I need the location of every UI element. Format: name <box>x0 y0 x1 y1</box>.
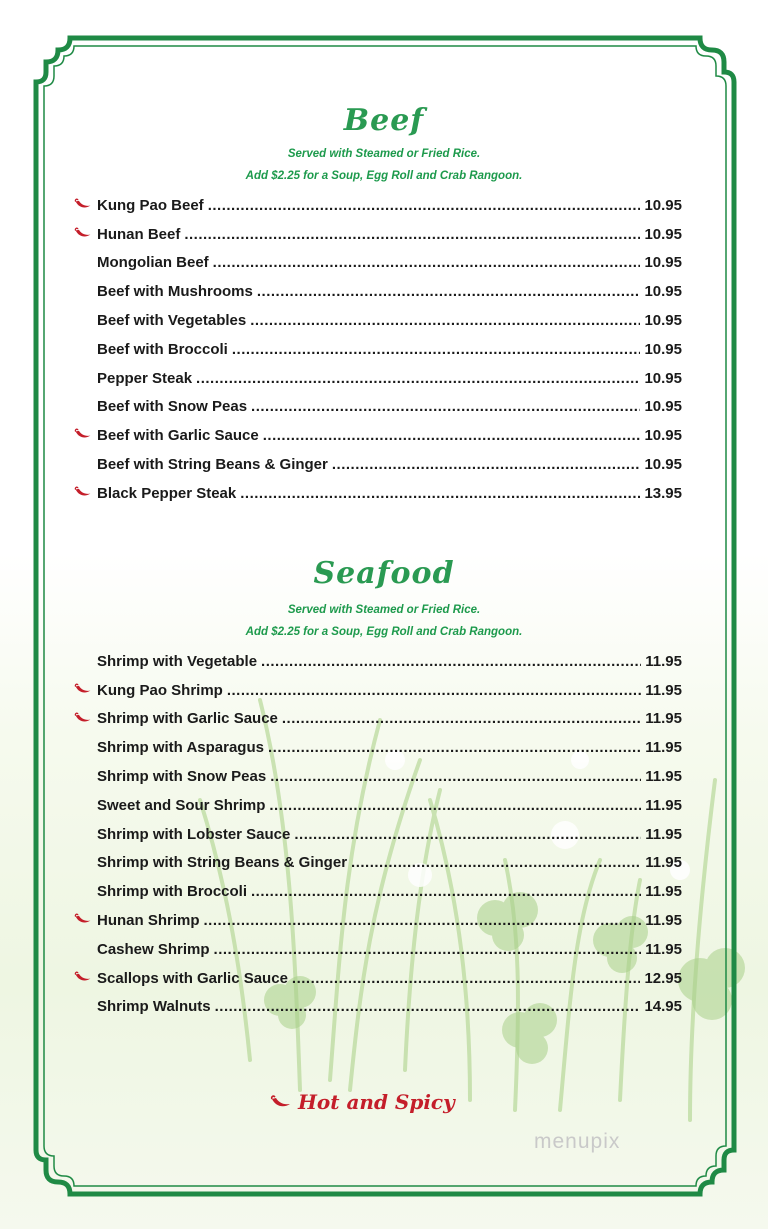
menu-item-name: Shrimp with Lobster Sauce <box>97 825 291 843</box>
menu-item <box>72 877 682 906</box>
menu-item-price: 11.95 <box>645 883 682 901</box>
menu-item-price: 10.95 <box>644 196 682 214</box>
menu-item-price: 10.95 <box>644 427 682 445</box>
chili-pepper-icon <box>74 913 92 925</box>
menu-item-name: Black Pepper Steak <box>97 484 237 502</box>
dot-leader <box>268 739 641 756</box>
menu-item-price: 11.95 <box>645 681 682 699</box>
menu-item-name: Pepper Steak <box>97 369 193 387</box>
menu-item-price: 11.95 <box>645 912 682 930</box>
menu-item-name: Shrimp with Snow Peas <box>97 768 267 786</box>
menu-item-name: Kung Pao Beef <box>97 196 204 214</box>
dot-leader <box>227 682 641 699</box>
chili-pepper-icon <box>270 1095 292 1109</box>
dot-leader <box>213 254 641 271</box>
seafood-subtitle-rice: Served with Steamed or Fried Rice. <box>287 604 481 616</box>
menu-item-name: Beef with Vegetables <box>97 312 247 330</box>
menu-item-price: 11.95 <box>645 796 682 814</box>
menu-item-price: 11.95 <box>645 940 682 958</box>
menu-item <box>72 964 682 993</box>
menu-item-price: 11.95 <box>645 768 682 786</box>
menu-item-price: 13.95 <box>644 484 682 502</box>
spicy-legend <box>270 1090 455 1114</box>
seafood-section-title: Seafood <box>313 556 455 591</box>
menu-item-price: 10.95 <box>644 283 682 301</box>
chili-pepper-icon <box>74 712 92 724</box>
menu-item <box>72 791 682 820</box>
dot-leader <box>261 653 641 670</box>
chili-pepper-icon <box>74 683 92 695</box>
menu-item-price: 11.95 <box>645 825 682 843</box>
menu-item-price: 12.95 <box>644 969 682 987</box>
dot-leader <box>332 456 641 473</box>
dot-leader <box>240 485 640 502</box>
menu-item-name: Shrimp with Broccoli <box>97 883 248 901</box>
menu-item-name: Beef with Garlic Sauce <box>97 427 259 445</box>
seafood-menu-list <box>72 647 682 1021</box>
menu-item-name: Cashew Shrimp <box>97 940 210 958</box>
menu-item-name: Beef with Broccoli <box>97 340 228 358</box>
menu-item-price: 10.95 <box>644 312 682 330</box>
dot-leader <box>196 370 640 387</box>
menu-item-price: 10.95 <box>644 225 682 243</box>
menu-item <box>72 421 682 450</box>
menu-item <box>72 393 682 422</box>
chili-pepper-icon <box>74 198 92 210</box>
menu-item-name: Mongolian Beef <box>97 254 209 272</box>
menu-item-price: 11.95 <box>645 652 682 670</box>
chili-pepper-icon <box>74 428 92 440</box>
menu-item <box>72 249 682 278</box>
menu-item-price: 14.95 <box>644 998 682 1016</box>
menu-item-name: Beef with String Beans & Ginger <box>97 456 328 474</box>
legend-label: Hot and Spicy <box>298 1090 455 1114</box>
dot-leader <box>292 970 641 987</box>
watermark: menupix <box>534 1130 621 1153</box>
menu-item <box>72 364 682 393</box>
menu-item <box>72 849 682 878</box>
menu-item-name: Beef with Snow Peas <box>97 398 248 416</box>
dot-leader <box>270 768 641 785</box>
dot-leader <box>232 341 641 358</box>
dot-leader <box>257 283 641 300</box>
menu-item <box>72 705 682 734</box>
dot-leader <box>251 883 641 900</box>
menu-item-price: 11.95 <box>645 739 682 757</box>
menu-item-price: 10.95 <box>644 369 682 387</box>
menu-item-name: Shrimp with Vegetable <box>97 652 258 670</box>
menu-item-name: Shrimp with String Beans & Ginger <box>97 854 348 872</box>
dot-leader <box>251 398 640 415</box>
dot-leader <box>351 854 641 871</box>
dot-leader <box>204 912 642 929</box>
menu-item <box>72 762 682 791</box>
menu-item-name: Sweet and Sour Shrimp <box>97 796 266 814</box>
menu-item-name: Shrimp with Garlic Sauce <box>97 710 278 728</box>
dot-leader <box>269 797 641 814</box>
dot-leader <box>215 998 641 1015</box>
menu-item-price: 10.95 <box>644 398 682 416</box>
menu-item-price: 11.95 <box>645 710 682 728</box>
menu-item <box>72 450 682 479</box>
menu-item <box>72 676 682 705</box>
menu-item <box>72 220 682 249</box>
chili-pepper-icon <box>74 486 92 498</box>
menu-item <box>72 993 682 1022</box>
chili-pepper-icon <box>74 971 92 983</box>
beef-subtitle-addon: Add $2.25 for a Soup, Egg Roll and Crab Rangoon. <box>245 170 523 182</box>
menu-item-price: 10.95 <box>644 340 682 358</box>
menu-item <box>72 733 682 762</box>
menu-item-name: Shrimp with Asparagus <box>97 739 264 757</box>
menu-item <box>72 191 682 220</box>
dot-leader <box>208 197 641 214</box>
menu-item <box>72 820 682 849</box>
dot-leader <box>214 941 642 958</box>
beef-section-title: Beef <box>343 103 425 138</box>
menu-item-name: Hunan Shrimp <box>97 912 200 930</box>
menu-item-name: Shrimp Walnuts <box>97 998 211 1016</box>
menu-item <box>72 335 682 364</box>
menu-item-name: Beef with Mushrooms <box>97 283 253 301</box>
menu-item-name: Scallops with Garlic Sauce <box>97 969 288 987</box>
menu-item-price: 11.95 <box>645 854 682 872</box>
menu-item <box>72 277 682 306</box>
menu-item-price: 10.95 <box>644 456 682 474</box>
beef-subtitle-rice: Served with Steamed or Fried Rice. <box>287 148 481 160</box>
dot-leader <box>294 826 641 843</box>
chili-pepper-icon <box>74 227 92 239</box>
menu-item <box>72 306 682 335</box>
dot-leader <box>250 312 640 329</box>
menu-item <box>72 479 682 508</box>
menu-item <box>72 906 682 935</box>
menu-item-price: 10.95 <box>644 254 682 272</box>
beef-menu-list <box>72 191 682 508</box>
menu-item-name: Hunan Beef <box>97 225 181 243</box>
dot-leader <box>263 427 641 444</box>
menu-item <box>72 647 682 676</box>
dot-leader <box>282 710 641 727</box>
menu-item-name: Kung Pao Shrimp <box>97 681 223 699</box>
menu-item <box>72 935 682 964</box>
seafood-subtitle-addon: Add $2.25 for a Soup, Egg Roll and Crab Rangoon. <box>245 626 523 638</box>
dot-leader <box>184 226 640 243</box>
